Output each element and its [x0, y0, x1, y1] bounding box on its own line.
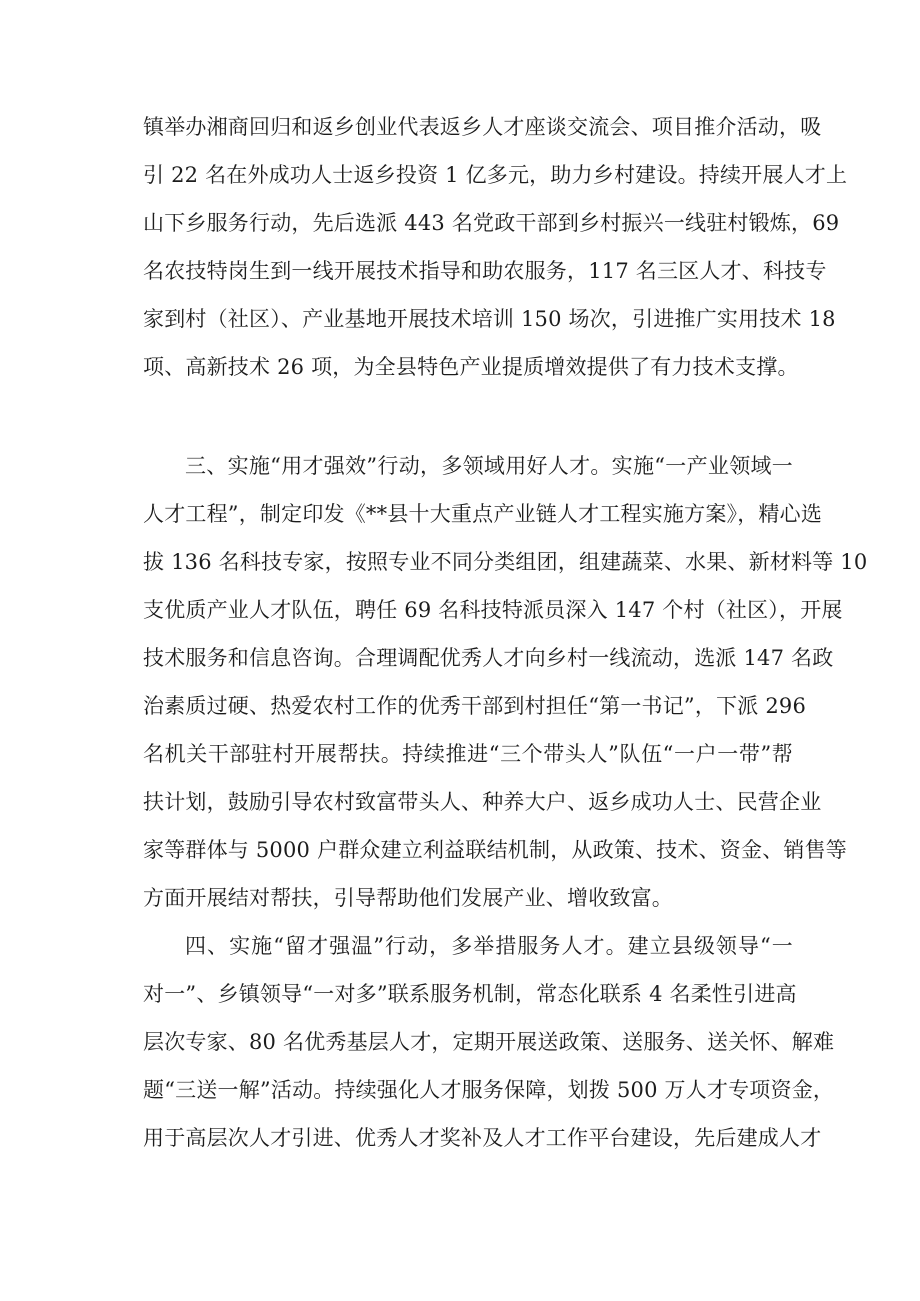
text-line: 家等群体与 5000 户群众建立利益联结机制，从政策、技术、资金、销售等: [143, 838, 847, 862]
text-line: 题“三送一解”活动。持续强化人才服务保障，划拨 500 万人才专项资金，: [143, 1078, 835, 1102]
section-heading-line: 四、实施“留才强温”行动，多举措服务人才。建立县级领导“一: [185, 934, 793, 958]
text-line: 名农技特岗生到一线开展技术指导和助农服务，117 名三区人才、科技专: [143, 259, 827, 283]
text-line: 项、高新技术 26 项，为全县特色产业提质增效提供了有力技术支撑。: [143, 355, 799, 379]
paragraph-section-four: [143, 922, 835, 1162]
text-line: 名机关干部驻村开展帮扶。持续推进“三个带头人”队伍“一户一带”帮: [143, 742, 793, 766]
text-line: 技术服务和信息咨询。合理调配优秀人才向乡村一线流动，选派 147 名政: [143, 646, 834, 670]
text-line: 治素质过硬、热爱农村工作的优秀干部到村担任“第一书记”，下派 296: [143, 694, 807, 718]
text-line: 扶计划，鼓励引导农村致富带头人、种养大户、返乡成功人士、民营企业: [143, 790, 822, 814]
text-line: 对一”、乡镇领导“一对多”联系服务机制，常态化联系 4 名柔性引进高: [143, 982, 797, 1006]
text-line: 家到村（社区）、产业基地开展技术培训 150 场次，引进推广实用技术 18: [143, 307, 836, 331]
text-line: 层次专家、80 名优秀基层人才，定期开展送政策、送服务、送关怀、解难: [143, 1030, 835, 1054]
paragraph-section-three: [143, 442, 868, 922]
text-line: 拔 136 名科技专家，按照专业不同分类组团，组建蔬菜、水果、新材料等 10: [143, 550, 868, 574]
text-line: 方面开展结对帮扶，引导帮助他们发展产业、增收致富。: [143, 886, 673, 910]
text-line: 用于高层次人才引进、优秀人才奖补及人才工作平台建设，先后建成人才: [143, 1126, 822, 1150]
text-line: 支优质产业人才队伍，聘任 69 名科技特派员深入 147 个村（社区），开展: [143, 598, 843, 622]
section-heading-line: 三、实施“用才强效”行动，多领域用好人才。实施“一产业领域一: [185, 454, 793, 478]
text-line: 山下乡服务行动，先后选派 443 名党政干部到乡村振兴一线驻村锻炼，69: [143, 211, 840, 235]
text-line: 人才工程”，制定印发《**县十大重点产业链人才工程实施方案》，精心选: [143, 502, 823, 526]
text-line: 引 22 名在外成功人士返乡投资 1 亿多元，助力乡村建设。持续开展人才上: [143, 163, 848, 187]
paragraph-talent-return: [143, 103, 848, 391]
text-line: 镇举办湘商回归和返乡创业代表返乡人才座谈交流会、项目推介活动，吸: [143, 115, 822, 139]
